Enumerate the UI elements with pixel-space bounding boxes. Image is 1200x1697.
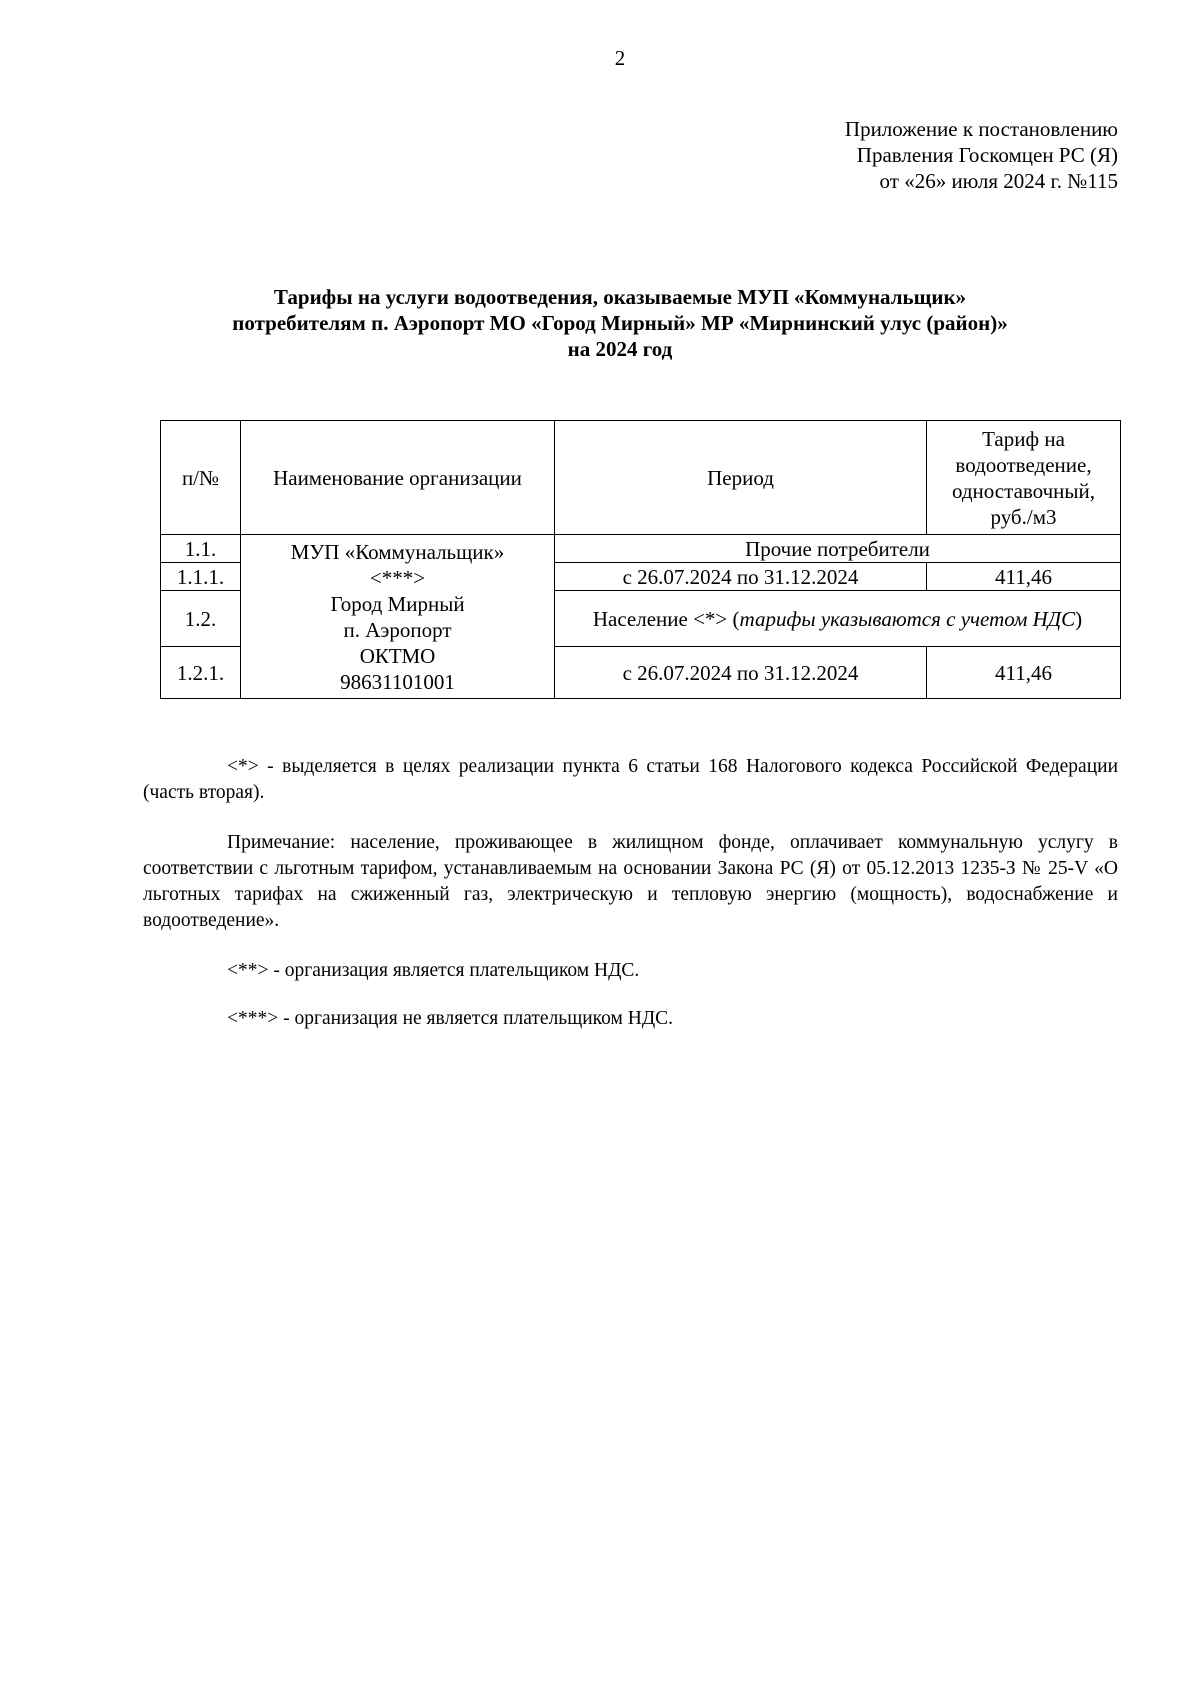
group-label-close: ) [1075, 606, 1083, 631]
footnote-vat: <*> - выделяется в целях реализации пункта 6 статьи 168 Налогового кодекса Российской Федерации (часть вторая). [143, 756, 1118, 803]
title-line: потребителям п. Аэропорт МО «Город Мирный» МР «Мирнинский улус (район)» [232, 311, 1008, 335]
header-tariff-line: руб./м3 [990, 504, 1057, 529]
row-number: 1.1. [161, 535, 241, 563]
org-line: п. Аэропорт [343, 617, 452, 642]
tariff-value: 411,46 [927, 563, 1121, 591]
notes-section [143, 754, 1118, 1056]
organization-cell [241, 535, 555, 699]
appendix-line: Правления Госкомцен РС (Я) [856, 143, 1118, 167]
header-tariff [927, 421, 1121, 535]
header-tariff-line: водоотведение, [955, 452, 1092, 477]
header-period: Период [555, 421, 927, 535]
page-number: 2 [614, 46, 626, 70]
document-title [140, 284, 1100, 362]
org-line: 98631101001 [340, 669, 455, 694]
row-number: 1.2. [161, 591, 241, 647]
group-label: Прочие потребители [555, 535, 1121, 563]
tariff-table [160, 420, 1121, 699]
footnote-not-vat-payer: <***> - организация не является плательщиком НДС. [227, 1008, 673, 1029]
appendix-line: Приложение к постановлению [844, 117, 1118, 141]
header-tariff-line: Тариф на [982, 426, 1065, 451]
appendix-reference [618, 116, 1118, 194]
org-line: <***> [369, 565, 426, 590]
title-line: на 2024 год [567, 337, 673, 361]
group-label [555, 591, 1121, 647]
header-tariff-line: одноставочный, [951, 478, 1096, 503]
org-line: МУП «Коммунальщик» [290, 539, 505, 564]
tariff-value: 411,46 [927, 647, 1121, 699]
header-number: п/№ [161, 421, 241, 535]
table-row [161, 535, 1121, 563]
table-header-row [161, 421, 1121, 535]
row-number: 1.2.1. [161, 647, 241, 699]
remark-paragraph: Примечание: население, проживающее в жилищном фонде, оплачивает коммунальную услугу в соответствии с льготным тарифом, устанавливаемым на основании Закона РС (Я) от 05.12.2013 1235-З № 25-V «О льготных тарифах на сжиженный газ, электрическую и тепловую энергию (мощность), водоснабжение и водоотведение». [143, 832, 1118, 931]
header-organization: Наименование организации [241, 421, 555, 535]
period-value: с 26.07.2024 по 31.12.2024 [555, 563, 927, 591]
footnote-vat-payer: <**> - организация является плательщиком НДС. [227, 960, 640, 981]
period-value: с 26.07.2024 по 31.12.2024 [555, 647, 927, 699]
appendix-line: от «26» июля 2024 г. №115 [879, 169, 1118, 193]
title-line: Тарифы на услуги водоотведения, оказываемые МУП «Коммунальщик» [273, 285, 967, 309]
group-label-text: Население <*> ( [592, 606, 740, 631]
row-number: 1.1.1. [161, 563, 241, 591]
org-line: ОКТМО [359, 643, 436, 668]
group-label-note: тарифы указываются с учетом НДС [739, 606, 1076, 631]
org-line: Город Мирный [330, 591, 465, 616]
